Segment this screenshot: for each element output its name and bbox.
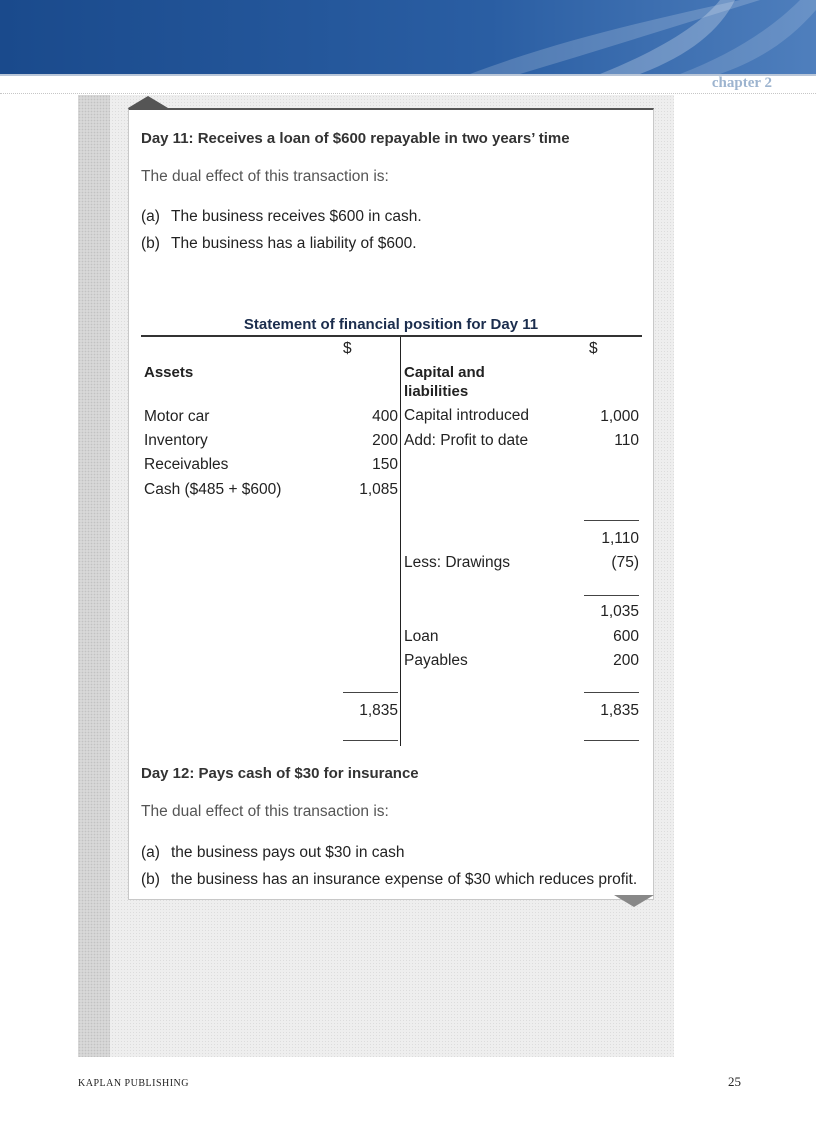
list-marker: (b) [141, 871, 160, 888]
liability-label: Payables [404, 652, 468, 669]
footer-publisher: KAPLAN PUBLISHING [78, 1078, 190, 1089]
day12-intro: The dual effect of this transaction is: [141, 803, 389, 820]
day12-heading: Day 12: Pays cash of $30 for insurance [141, 765, 419, 782]
asset-value: 200 [372, 432, 398, 449]
asset-value: 1,085 [359, 481, 398, 498]
capital-label: Add: Profit to date [404, 432, 529, 449]
statement-top-rule [141, 335, 642, 337]
day11-item-b [141, 235, 417, 253]
asset-label: Cash ($485 + $600) [144, 481, 282, 498]
capital-value: 1,000 [600, 408, 639, 425]
list-marker: (b) [141, 235, 160, 252]
currency-left: $ [343, 340, 352, 357]
list-marker: (a) [141, 208, 160, 225]
page-number: 25 [728, 1074, 741, 1089]
capital-heading-line2: liabilities [404, 383, 469, 400]
drawings-label: Less: Drawings [404, 554, 510, 571]
list-text: the business has an insurance expense of $30 which reduces profit. [171, 871, 638, 888]
liability-value: 600 [613, 628, 639, 645]
day11-item-a [141, 208, 422, 226]
subtotal-underline [584, 595, 639, 596]
asset-value: 150 [372, 456, 398, 473]
header-band [0, 0, 816, 74]
capital-value: 110 [614, 432, 639, 449]
chapter-label: chapter 2 [711, 75, 772, 91]
drawings-value: (75) [611, 554, 639, 571]
subtotal-value: 1,035 [600, 603, 639, 620]
asset-label: Inventory [144, 432, 208, 449]
day11-heading: Day 11: Receives a loan of $600 repayable in two years’ time [141, 130, 570, 147]
chapter-divider [0, 93, 816, 94]
list-text: The business receives $600 in cash. [171, 208, 422, 225]
header-rule [0, 74, 816, 76]
header-swoosh-graphic [0, 0, 816, 74]
currency-right: $ [589, 340, 598, 357]
statement-column-divider [400, 337, 401, 746]
day11-intro: The dual effect of this transaction is: [141, 168, 389, 185]
liability-label: Loan [404, 628, 439, 645]
margin-stripe [78, 95, 110, 1057]
total-assets-value: 1,835 [359, 702, 398, 719]
box-corner-bottom [614, 895, 654, 907]
total-underline [343, 692, 398, 693]
list-text: the business pays out $30 in cash [171, 844, 405, 861]
total-double-underline [343, 740, 398, 741]
assets-heading: Assets [144, 364, 194, 381]
total-capital-value: 1,835 [600, 702, 639, 719]
day12-item-a [141, 844, 405, 862]
total-underline [584, 692, 639, 693]
asset-label: Receivables [144, 456, 229, 473]
statement-title: Statement of financial position for Day 11 [243, 316, 539, 333]
asset-label: Motor car [144, 408, 210, 425]
liability-value: 200 [613, 652, 639, 669]
asset-value: 400 [372, 408, 398, 425]
day12-item-b [141, 871, 637, 889]
subtotal-value: 1,110 [601, 530, 639, 547]
list-marker: (a) [141, 844, 160, 861]
list-text: The business has a liability of $600. [171, 235, 417, 252]
capital-label: Capital introduced [404, 407, 529, 424]
subtotal-underline [584, 520, 639, 521]
total-double-underline [584, 740, 639, 741]
box-corner-top [128, 96, 168, 108]
capital-heading-line1: Capital and [404, 364, 485, 381]
